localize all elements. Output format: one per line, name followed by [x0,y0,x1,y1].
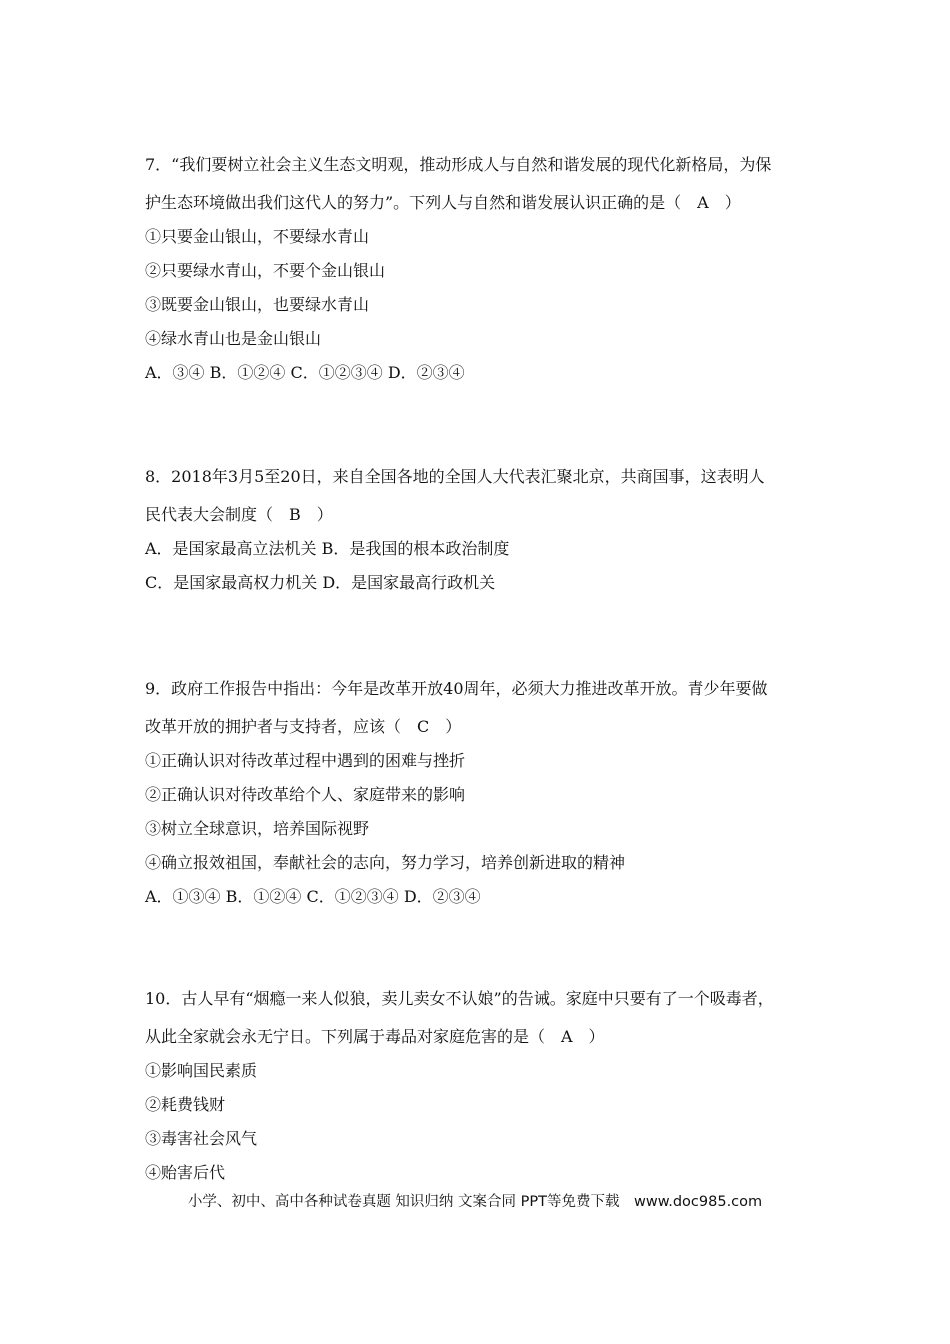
statement-item: ①正确认识对待改革过程中遇到的困难与挫折 [145,751,466,770]
question-stem-line: 从此全家就会永无宁日。下列属于毒品对家庭危害的是（ A ） [145,1027,605,1046]
statement-item: ①影响国民素质 [145,1061,258,1080]
question-stem-line: 民代表大会制度（ B ） [145,505,333,524]
question-stem-line: 9．政府工作报告中指出：今年是改革开放40周年，必须大力推进改革开放。青少年要做 [145,679,768,698]
statement-item: ③树立全球意识，培养国际视野 [145,819,370,838]
statement-item: ④贻害后代 [145,1163,226,1182]
question-stem-line: 改革开放的拥护者与支持者，应该（ C ） [145,717,462,736]
answer-options: C．是国家最高权力机关 D．是国家最高行政机关 [145,573,496,592]
question-stem-line: 10．古人早有“烟瘾一来人似狼，卖儿卖女不认娘”的告诫。家庭中只要有了一个吸毒者， [145,989,774,1008]
question-stem-line: 8．2018年3月5至20日，来自全国各地的全国人大代表汇聚北京，共商国事，这表明人 [145,467,765,486]
question-stem-line: 护生态环境做出我们这代人的努力”。下列人与自然和谐发展认识正确的是（ A ） [145,193,741,212]
answer-options: A．①③④ B．①②④ C．①②③④ D．②③④ [145,887,481,906]
statement-item: ②耗费钱财 [145,1095,226,1114]
statement-item: ②只要绿水青山，不要个金山银山 [145,261,386,280]
page-footer: 小学、初中、高中各种试卷真题 知识归纳 文案合同 PPT等免费下载 www.doc985.com [187,1194,763,1210]
statement-item: ④绿水青山也是金山银山 [145,329,322,348]
answer-options: A．是国家最高立法机关 B．是我国的根本政治制度 [145,539,510,558]
answer-options: A．③④ B．①②④ C．①②③④ D．②③④ [145,363,465,382]
statement-item: ①只要金山银山，不要绿水青山 [145,227,370,246]
question-10 [145,988,825,1196]
question-stem-line: 7．“我们要树立社会主义生态文明观，推动形成人与自然和谐发展的现代化新格局，为保 [145,155,772,174]
question-7 [145,154,825,396]
statement-item: ③既要金山银山，也要绿水青山 [145,295,370,314]
statement-item: ④确立报效祖国，奉献社会的志向，努力学习，培养创新进取的精神 [145,853,626,872]
question-9 [145,678,825,920]
statement-item: ②正确认识对待改革给个人、家庭带来的影响 [145,785,466,804]
statement-item: ③毒害社会风气 [145,1129,258,1148]
question-8 [145,466,825,606]
